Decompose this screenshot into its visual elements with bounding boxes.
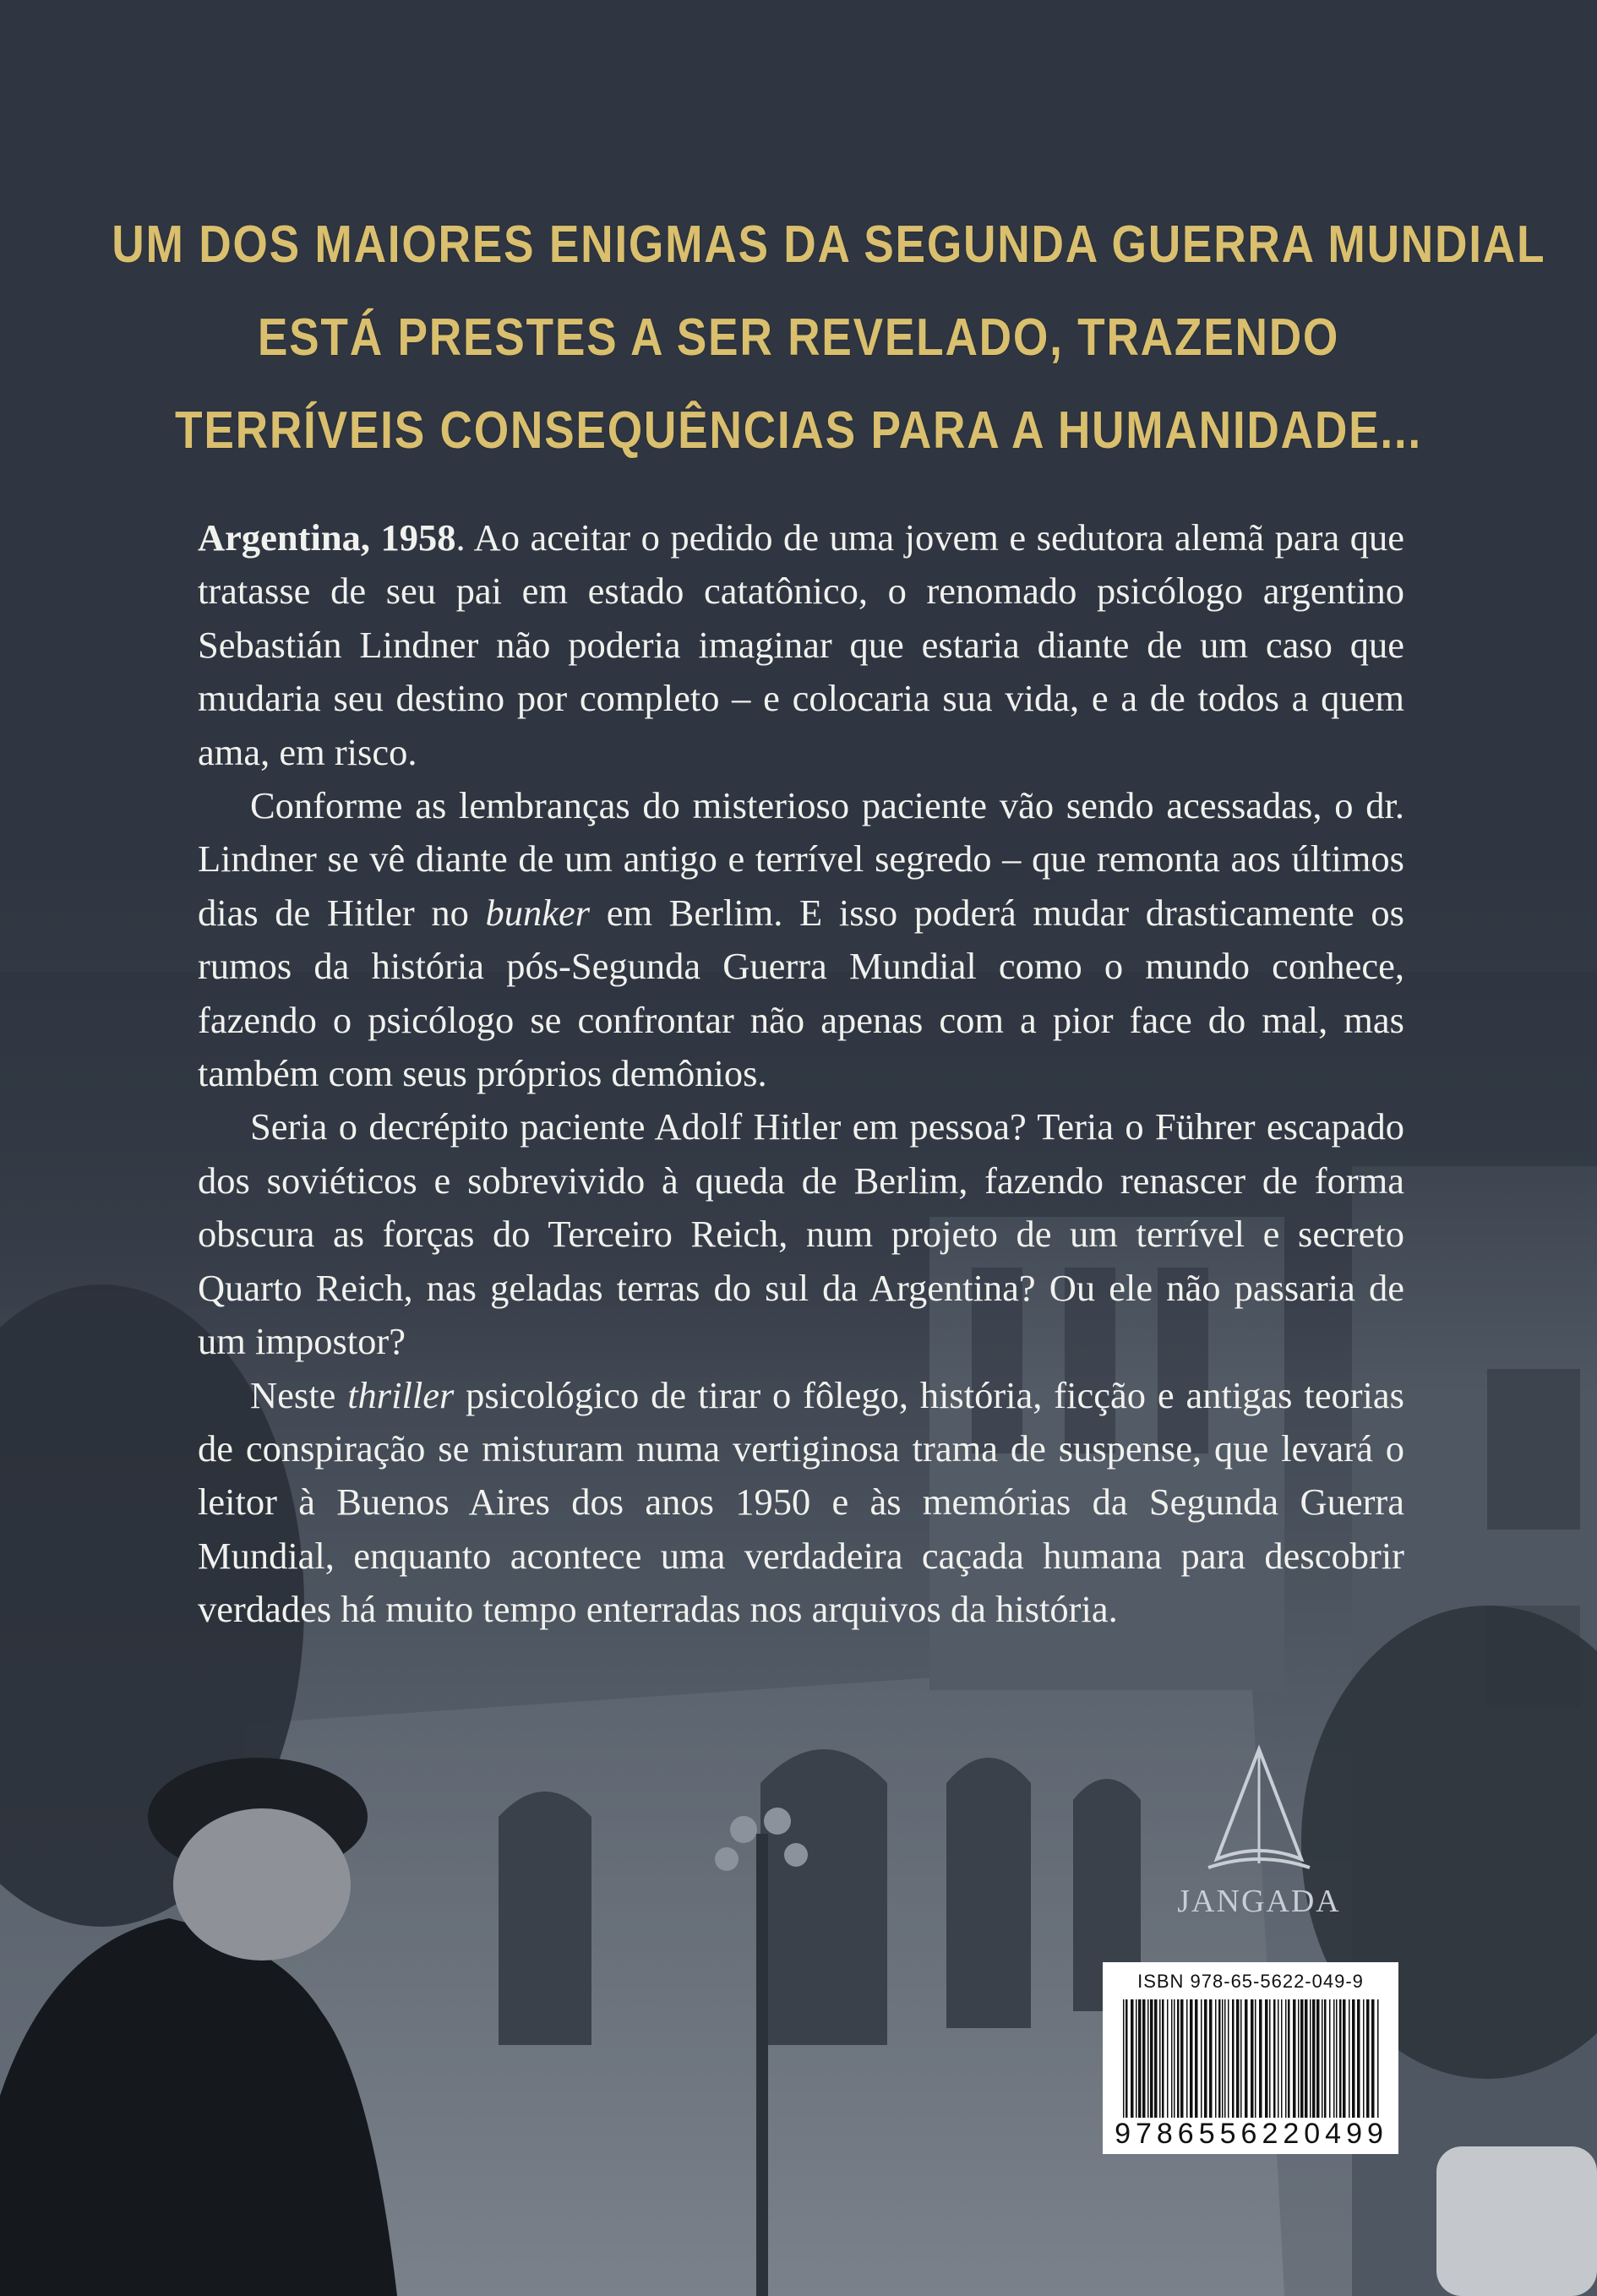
barcode-bar [1285, 1999, 1287, 2118]
synopsis-p4-text-b: psicológico de tirar o fôlego, história, ficção e antigas teorias de conspiração se misturam numa vertiginosa trama de suspense, que levará o leitor à Buenos Aires dos anos 1950 e às memórias da Segunda Guerra Mundial, enquanto acontece uma verdadeira caçada humana para descobrir verdades há muito tempo enterradas nos arquivos da história. [198, 1373, 1404, 1631]
barcode-bar [1174, 1999, 1175, 2118]
isbn-label: ISBN 978-65-5622-049-9 [1137, 1971, 1364, 1992]
barcode-bar [1224, 1999, 1226, 2118]
barcode-bar [1352, 1999, 1355, 2118]
barcode-bar [1228, 1999, 1229, 2118]
barcode-bar [1357, 1999, 1360, 2118]
lamp-globe [784, 1843, 808, 1867]
barcode-bars [1121, 1999, 1383, 2118]
barcode-bar [1333, 1999, 1335, 2118]
barcode-bar [1215, 1999, 1217, 2118]
barcode-bar [1123, 1999, 1125, 2118]
barcode-bar [1293, 1999, 1296, 2118]
man-head [173, 1808, 351, 1961]
barcode-bar [1240, 1999, 1242, 2118]
barcode-bar [1329, 1999, 1331, 2118]
barcode-bar [1186, 1999, 1188, 2118]
synopsis-paragraph-3: Seria o decrépito paciente Adolf Hitler em pessoa? Teria o Führer escapado dos soviéticos e sobrevivido à queda de Berlim, fazendo renascer de forma obscura as forças do Terceiro Reich, num projeto de um terrível e secreto Quarto Reich, nas geladas terras do sul da Argentina? Ou ele não passaria de um impostor? [198, 1105, 1404, 1363]
barcode-bar [1300, 1999, 1304, 2118]
barcode-bar [1142, 1999, 1146, 2118]
barcode-bar [1195, 1999, 1198, 2118]
barcode-bar [1363, 1999, 1365, 2118]
barcode-bar [1305, 1999, 1308, 2118]
synopsis-paragraph-2 [198, 779, 1404, 1100]
barcode-bar [1278, 1999, 1279, 2118]
lamp-globe [730, 1816, 757, 1843]
barcode-bar [1222, 1999, 1224, 2118]
barcode-bar [1136, 1999, 1137, 2118]
barcode-bar [1298, 1999, 1300, 2118]
arched-window [499, 1792, 591, 2045]
barcode-bar [1273, 1999, 1276, 2118]
arched-window [946, 1758, 1031, 2028]
barcode-bar [1349, 1999, 1350, 2118]
barcode-bar [1371, 1999, 1375, 2118]
barcode-bar [1336, 1999, 1338, 2118]
barcode-bar [1177, 1999, 1180, 2118]
barcode-bar [1251, 1999, 1254, 2118]
headline-line-3: TERRÍVEIS CONSEQUÊNCIAS PARA A HUMANIDADE... [175, 401, 1422, 460]
barcode-bar [1255, 1999, 1256, 2118]
lamp-globe [764, 1808, 791, 1835]
barcode-bar [1310, 1999, 1311, 2118]
synopsis-p4-text-a: Neste [250, 1373, 348, 1416]
barcode-bar [1180, 1999, 1184, 2118]
synopsis-paragraph-1 [198, 511, 1404, 779]
isbn-barcode [1103, 1962, 1398, 2154]
barcode-bar [1322, 1999, 1323, 2118]
barcode-bar [1159, 1999, 1161, 2118]
barcode-bar [1316, 1999, 1320, 2118]
headline [112, 199, 1546, 477]
barcode-bar [1147, 1999, 1149, 2118]
barcode-digits: 9786556220499 [1115, 2118, 1388, 2150]
barcode-bar [1232, 1999, 1235, 2118]
barcode-bar [1138, 1999, 1142, 2118]
barcode-bar [1209, 1999, 1213, 2118]
synopsis-p2-italic: bunker [485, 891, 591, 934]
barcode-bar [1245, 1999, 1248, 2118]
barcode-bar [1171, 1999, 1173, 2118]
publisher-logo [1166, 1741, 1352, 1935]
barcode-bar [1150, 1999, 1153, 2118]
barcode-bar [1126, 1999, 1128, 2118]
barcode-bar [1162, 1999, 1164, 2118]
barcode-bar [1269, 1999, 1271, 2118]
synopsis [198, 511, 1404, 1637]
barcode-bar [1154, 1999, 1158, 2118]
car [1436, 2146, 1597, 2296]
barcode-bar [1339, 1999, 1342, 2118]
barcode-bar [1190, 1999, 1193, 2118]
street-lamp [756, 1834, 768, 2296]
barcode-bar [1324, 1999, 1327, 2118]
synopsis-p4-italic: thriller [347, 1373, 455, 1416]
barcode-bar [1288, 1999, 1290, 2118]
barcode-bar [1343, 1999, 1346, 2118]
barcode-bar [1218, 1999, 1221, 2118]
arched-window [760, 1749, 887, 2045]
barcode-bar [1377, 1999, 1379, 2118]
barcode-bar [1201, 1999, 1202, 2118]
barcode-bar [1131, 1999, 1134, 2118]
lamp-globe [715, 1847, 739, 1871]
headline-line-1: UM DOS MAIORES ENIGMAS DA SEGUNDA GUERRA MUNDIAL [112, 215, 1546, 274]
synopsis-p2-text-b: em Berlim. E isso poderá mudar drasticamente os rumos da história pós-Segunda Guerra Mundial como o mundo conhece, fazendo o psicólogo se confrontar não apenas com a pior face do mal, mas também com seus próprios demônios. [198, 891, 1404, 1095]
sail-icon [1166, 1741, 1352, 1884]
synopsis-p1-text: . Ao aceitar o pedido de uma jovem e sedutora alemã para que tratasse de seu pai em estado catatônico, o renomado psicólogo argentino Sebastián Lindner não poderia imaginar que estaria diante de um caso que mudaria seu destino por completo – e colocaria sua vida, e a de todos a quem ama, em risco. [198, 516, 1405, 773]
synopsis-paragraph-4 [198, 1369, 1404, 1637]
synopsis-lead: Argentina, 1958 [198, 516, 456, 559]
headline-line-2: ESTÁ PRESTES A SER REVELADO, TRAZENDO [257, 308, 1340, 367]
publisher-name: JANGADA [1177, 1884, 1341, 1919]
barcode-bar [1259, 1999, 1262, 2118]
barcode-bar [1281, 1999, 1283, 2118]
barcode-bar [1167, 1999, 1169, 2118]
barcode-bar [1265, 1999, 1268, 2118]
barcode-bar [1204, 1999, 1207, 2118]
barcode-bar [1236, 1999, 1240, 2118]
synopsis-p2-text-a: Conforme as lembranças do misterioso paciente vão sendo acessadas, o dr. Lindner se vê diante de um antigo e terrível segredo – que remonta aos últimos dias de Hitler no [198, 784, 1404, 934]
barcode-bar [1312, 1999, 1316, 2118]
barcode-bar [1366, 1999, 1370, 2118]
